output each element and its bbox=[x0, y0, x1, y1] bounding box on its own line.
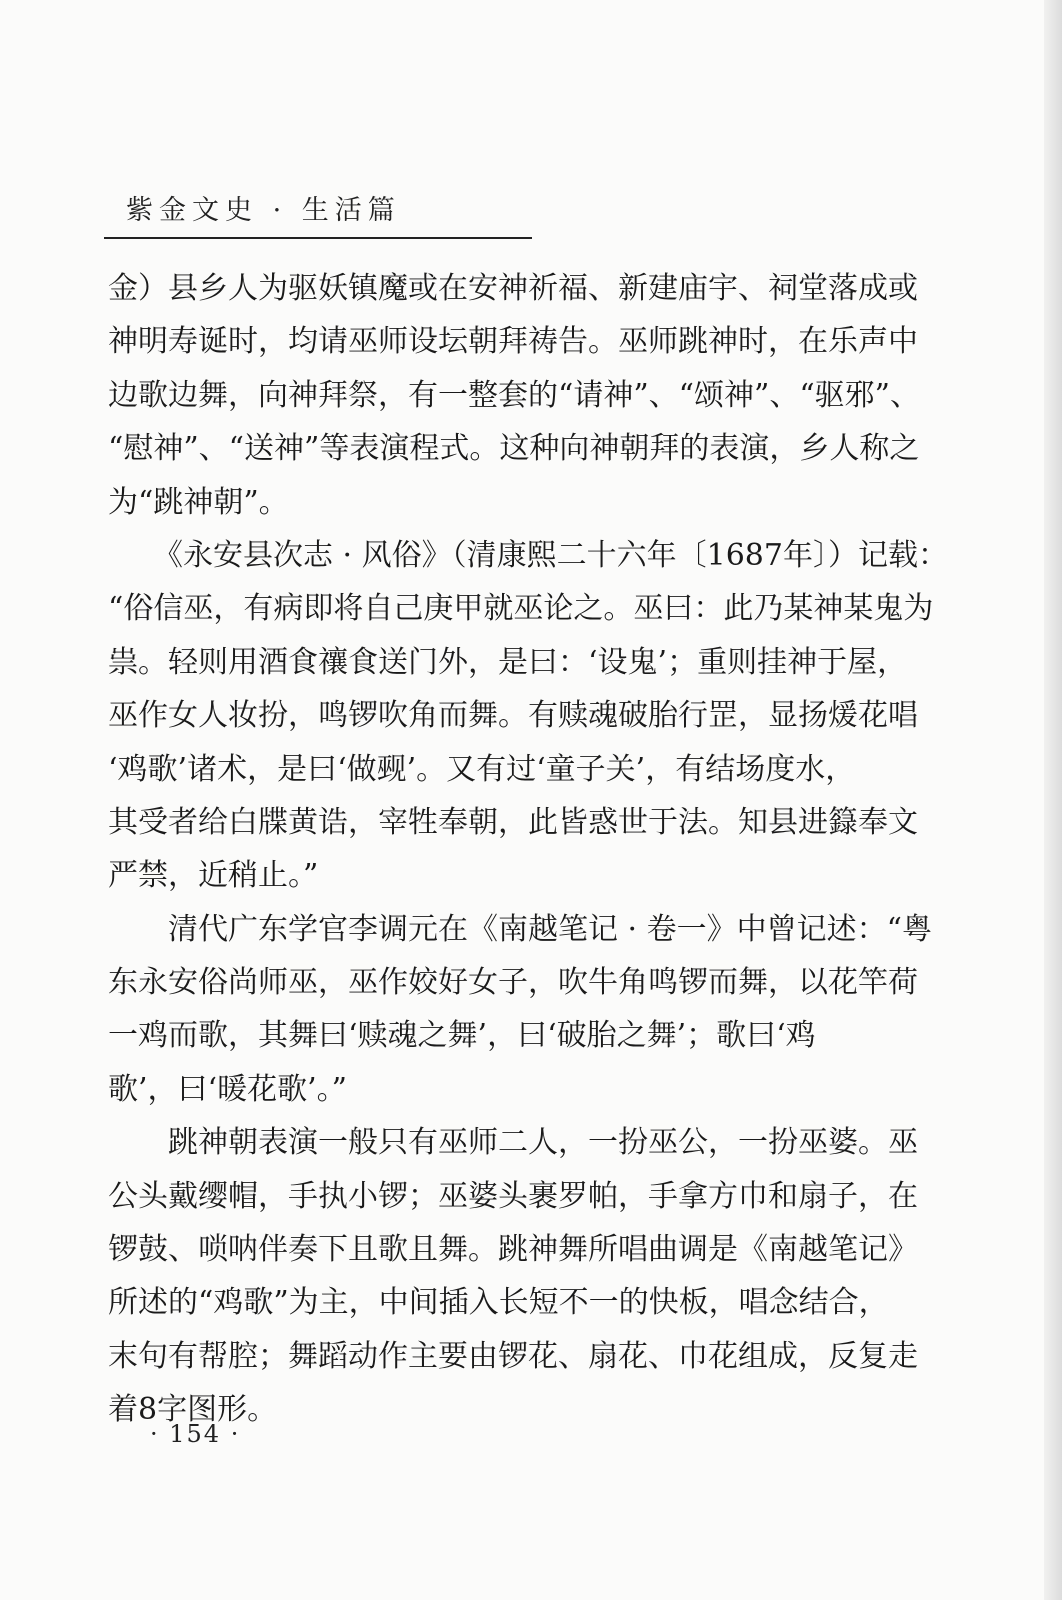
text-line: “慰神”、“送神”等表演程式。这种向神朝拜的表演，乡人称之 bbox=[108, 431, 920, 467]
text-line: 边歌边舞，向神拜祭，有一整套的“请神”、“颂神”、“驱邪”、 bbox=[108, 377, 921, 413]
text-line: 公头戴缨帽，手执小锣；巫婆头裹罗帕，手拿方巾和扇子，在 bbox=[108, 1178, 918, 1214]
text-line: 清代广东学官李调元在《南越笔记 · 卷一》中曾记述：“粤 bbox=[108, 911, 932, 947]
text-line: 所述的“鸡歌”为主，中间插入长短不一的快板，唱念结合， bbox=[108, 1285, 889, 1321]
text-line: 歌’，曰‘暖花歌’。” bbox=[108, 1071, 347, 1107]
text-line: 东永安俗尚师巫，巫作姣好女子，吹牛角鸣锣而舞，以花竿荷 bbox=[108, 965, 918, 1001]
body-text bbox=[108, 262, 948, 1437]
text-line: ‘鸡歌’诸术，是曰‘做觋’。又有过‘童子关’，有结场度水， bbox=[108, 751, 856, 787]
text-line: 金）县乡人为驱妖镇魔或在安神祈福、新建庙宇、祠堂落成或 bbox=[108, 271, 918, 306]
text-line: 《永安县次志 · 风俗》（清康熙二十六年〔1687年〕）记载： bbox=[108, 537, 948, 573]
text-line: 严禁，近稍止。” bbox=[108, 858, 319, 894]
text-line: 着8字图形。 bbox=[108, 1392, 278, 1428]
text-line: 跳神朝表演一般只有巫师二人，一扮巫公，一扮巫婆。巫 bbox=[108, 1125, 918, 1161]
text-line: 祟。轻则用酒食禳食送门外，是曰：‘设鬼’；重则挂神于屋， bbox=[108, 644, 908, 680]
text-line: 神明寿诞时，均请巫师设坛朝拜祷告。巫师跳神时，在乐声中 bbox=[108, 324, 918, 360]
text-line: “俗信巫，有病即将自己庚甲就巫论之。巫曰：此乃某神某鬼为 bbox=[108, 591, 934, 627]
text-line: 锣鼓、唢呐伴奏下且歌且舞。跳神舞所唱曲调是《南越笔记》 bbox=[108, 1232, 918, 1268]
text-line: 为“跳神朝”。 bbox=[108, 484, 289, 520]
page-number: · 154 · bbox=[150, 1420, 241, 1448]
text-line: 末句有帮腔；舞蹈动作主要由锣花、扇花、巾花组成，反复走 bbox=[108, 1338, 918, 1374]
running-head: 紫金文史 · 生活篇 bbox=[126, 195, 401, 226]
text-line: 一鸡而歌，其舞曰‘赎魂之舞’，曰‘破胎之舞’；歌曰‘鸡 bbox=[108, 1018, 816, 1054]
text-line: 其受者给白牒黄诰，宰牲奉朝，此皆惑世于法。知县进籙奉文 bbox=[108, 804, 918, 840]
text-line: 巫作女人妆扮，鸣锣吹角而舞。有赎魂破胎行罡，显扬煖花唱 bbox=[108, 698, 918, 734]
page-spine-shadow bbox=[1044, 0, 1062, 1600]
header-rule bbox=[104, 237, 532, 239]
